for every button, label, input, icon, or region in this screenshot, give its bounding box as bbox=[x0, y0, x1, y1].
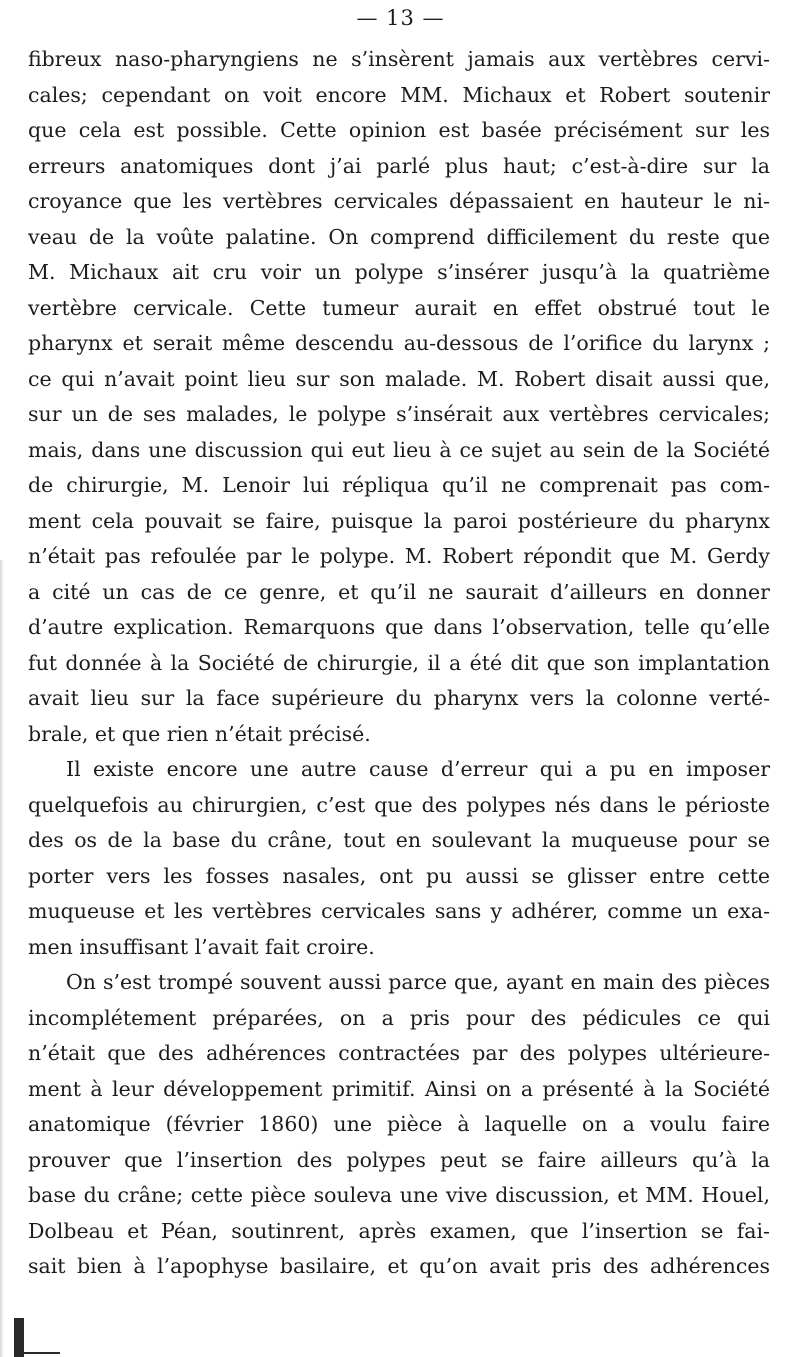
text-line: porter vers les fosses nasales, ont pu aussi se glisser entre cette bbox=[28, 863, 770, 888]
text-line: M. Michaux ait cru voir un polype s’insérer jusqu’à la quatrième bbox=[28, 260, 770, 284]
text-line: Dolbeau et Péan, soutinrent, après examen, que l’insertion se fai- bbox=[28, 1218, 770, 1243]
text-line: sur un de ses malades, le polype s’insérait aux vertèbres cervicales; bbox=[28, 402, 770, 426]
text-line: cales; cependant on voit encore MM. Michaux et Robert soutenir bbox=[28, 82, 770, 107]
text-line: croyance que les vertèbres cervicales dépassaient en hauteur le ni- bbox=[28, 189, 770, 213]
text-line: muqueuse et les vertèbres cervicales sans y adhérer, comme un exa- bbox=[28, 899, 770, 923]
text-line: que cela est possible. Cette opinion est basée précisément sur les bbox=[28, 118, 770, 142]
text-line: mais, dans une discussion qui eut lieu à ce sujet au sein de la Société bbox=[28, 437, 770, 462]
text-line: incomplétement préparées, on a pris pour des pédicules ce qui bbox=[28, 1005, 770, 1030]
text-line: prouver que l’insertion des polypes peut se faire ailleurs qu’à la bbox=[28, 1147, 770, 1172]
text-line: d’autre explication. Remarquons que dans l’observation, telle qu’elle bbox=[28, 615, 770, 639]
text-line: ment cela pouvait se faire, puisque la paroi postérieure du pharynx bbox=[28, 508, 770, 533]
text-line: erreurs anatomiques dont j’ai parlé plus haut; c’est-à-dire sur la bbox=[28, 153, 770, 178]
text-line: brale, et que rien n’était précisé. bbox=[28, 721, 371, 746]
text-line: Il existe encore une autre cause d’erreur qui a pu en imposer bbox=[66, 757, 770, 781]
text-line: pharynx et serait même descendu au-dessous de l’orifice du larynx ; bbox=[28, 331, 770, 355]
text-line: sait bien à l’apophyse basilaire, et qu’on avait pris des adhérences bbox=[28, 1254, 770, 1278]
text-line: ment à leur développement primitif. Ainsi on a présenté à la Société bbox=[28, 1076, 770, 1101]
page-binding-shadow bbox=[0, 560, 4, 1357]
text-line: n’était que des adhérences contractées par des polypes ultérieure- bbox=[28, 1041, 770, 1065]
text-line: des os de la base du crâne, tout en soulevant la muqueuse pour se bbox=[28, 828, 770, 852]
text-line: fut donnée à la Société de chirurgie, il a été dit que son implantation bbox=[28, 650, 770, 675]
text-line: men insuffisant l’avait fait croire. bbox=[28, 934, 375, 959]
text-line: n’était pas refoulée par le polype. M. Robert répondit que M. Gerdy bbox=[28, 544, 770, 568]
text-line: anatomique (février 1860) une pièce à laquelle on a voulu faire bbox=[28, 1112, 770, 1136]
text-line: a cité un cas de ce genre, et qu’il ne saurait d’ailleurs en donner bbox=[28, 579, 770, 604]
text-line: vertèbre cervicale. Cette tumeur aurait en effet obstrué tout le bbox=[28, 295, 770, 320]
body-text bbox=[28, 42, 770, 1285]
text-line: avait lieu sur la face supérieure du pharynx vers la colonne verté- bbox=[28, 686, 770, 710]
text-line: On s’est trompé souvent aussi parce que, ayant en main des pièces bbox=[66, 970, 770, 994]
text-line: ce qui n’avait point lieu sur son malade. M. Robert disait aussi que, bbox=[28, 366, 770, 391]
text-line: quelquefois au chirurgien, c’est que des polypes nés dans le périoste bbox=[28, 792, 770, 817]
text-line: de chirurgie, M. Lenoir lui répliqua qu’il ne comprenait pas com- bbox=[28, 473, 770, 497]
margin-rule bbox=[14, 1352, 60, 1354]
text-line: fibreux naso-pharyngiens ne s’insèrent jamais aux vertèbres cervi- bbox=[28, 47, 770, 71]
text-line: veau de la voûte palatine. On comprend difficilement du reste que bbox=[28, 224, 770, 249]
page-number: — 13 — bbox=[356, 6, 445, 30]
text-line: base du crâne; cette pièce souleva une vive discussion, et MM. Houel, bbox=[28, 1183, 770, 1207]
